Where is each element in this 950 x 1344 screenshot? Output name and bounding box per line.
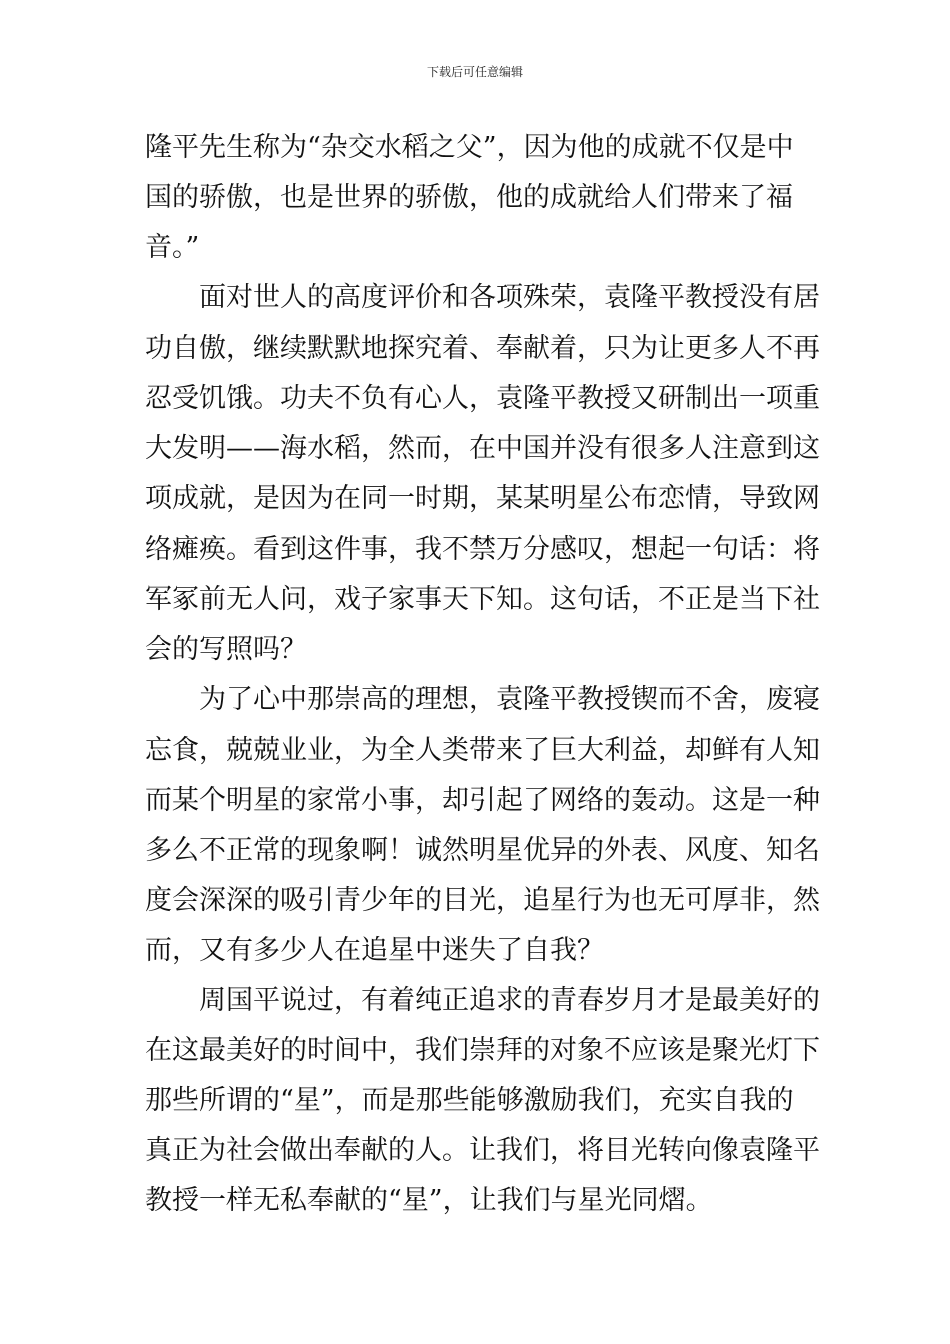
text-line: 多么不正常的现象啊！诚然明星优异的外表、风度、知名: [145, 835, 820, 866]
text-line: 度会深深的吸引青少年的目光，追星行为也无可厚非，然: [145, 885, 820, 916]
text-line: 真正为社会做出奉献的人。让我们，将目光转向像袁隆平: [145, 1135, 820, 1166]
text-line: 军冢前无人问，戏子家事天下知。这句话，不正是当下社: [145, 584, 820, 615]
page-header: 下载后可任意编辑: [426, 65, 523, 79]
text-line: 面对世人的高度评价和各项殊荣，袁隆平教授没有居: [145, 282, 820, 313]
text-line: 在这最美好的时间中，我们崇拜的对象不应该是聚光灯下: [145, 1035, 820, 1066]
text-line: 那些所谓的“星”，而是那些能够激励我们，充实自我的: [145, 1085, 794, 1116]
text-line: 国的骄傲，也是世界的骄傲，他的成就给人们带来了福: [145, 182, 793, 213]
text-line: 教授一样无私奉献的“星”，让我们与星光同熠。: [145, 1185, 713, 1216]
text-line: 大发明——海水稻，然而，在中国并没有很多人注意到这: [145, 433, 820, 464]
text-line: 忍受饥饿。功夫不负有心人，袁隆平教授又研制出一项重: [145, 383, 820, 414]
text-line: 隆平先生称为“杂交水稻之父”，因为他的成就不仅是中: [145, 132, 794, 163]
text-line: 项成就，是因为在同一时期，某某明星公布恋情，导致网: [145, 483, 820, 514]
text-line: 为了心中那崇高的理想，袁隆平教授锲而不舍，废寝: [145, 684, 820, 715]
text-line: 络瘫痪。看到这件事，我不禁万分感叹，想起一句话：将: [145, 534, 820, 565]
text-line: 功自傲，继续默默地探究着、奉献着，只为让更多人不再: [145, 333, 820, 364]
text-line: 而，又有多少人在追星中迷失了自我？: [145, 935, 604, 966]
text-line: 音。”: [145, 232, 200, 263]
text-line: 而某个明星的家常小事，却引起了网络的轰动。这是一种: [145, 785, 820, 816]
text-line: 忘食，兢兢业业，为全人类带来了巨大利益，却鲜有人知: [145, 735, 820, 766]
text-line: 会的写照吗？: [145, 634, 307, 665]
text-line: 周国平说过，有着纯正追求的青春岁月才是最美好的: [145, 985, 820, 1016]
